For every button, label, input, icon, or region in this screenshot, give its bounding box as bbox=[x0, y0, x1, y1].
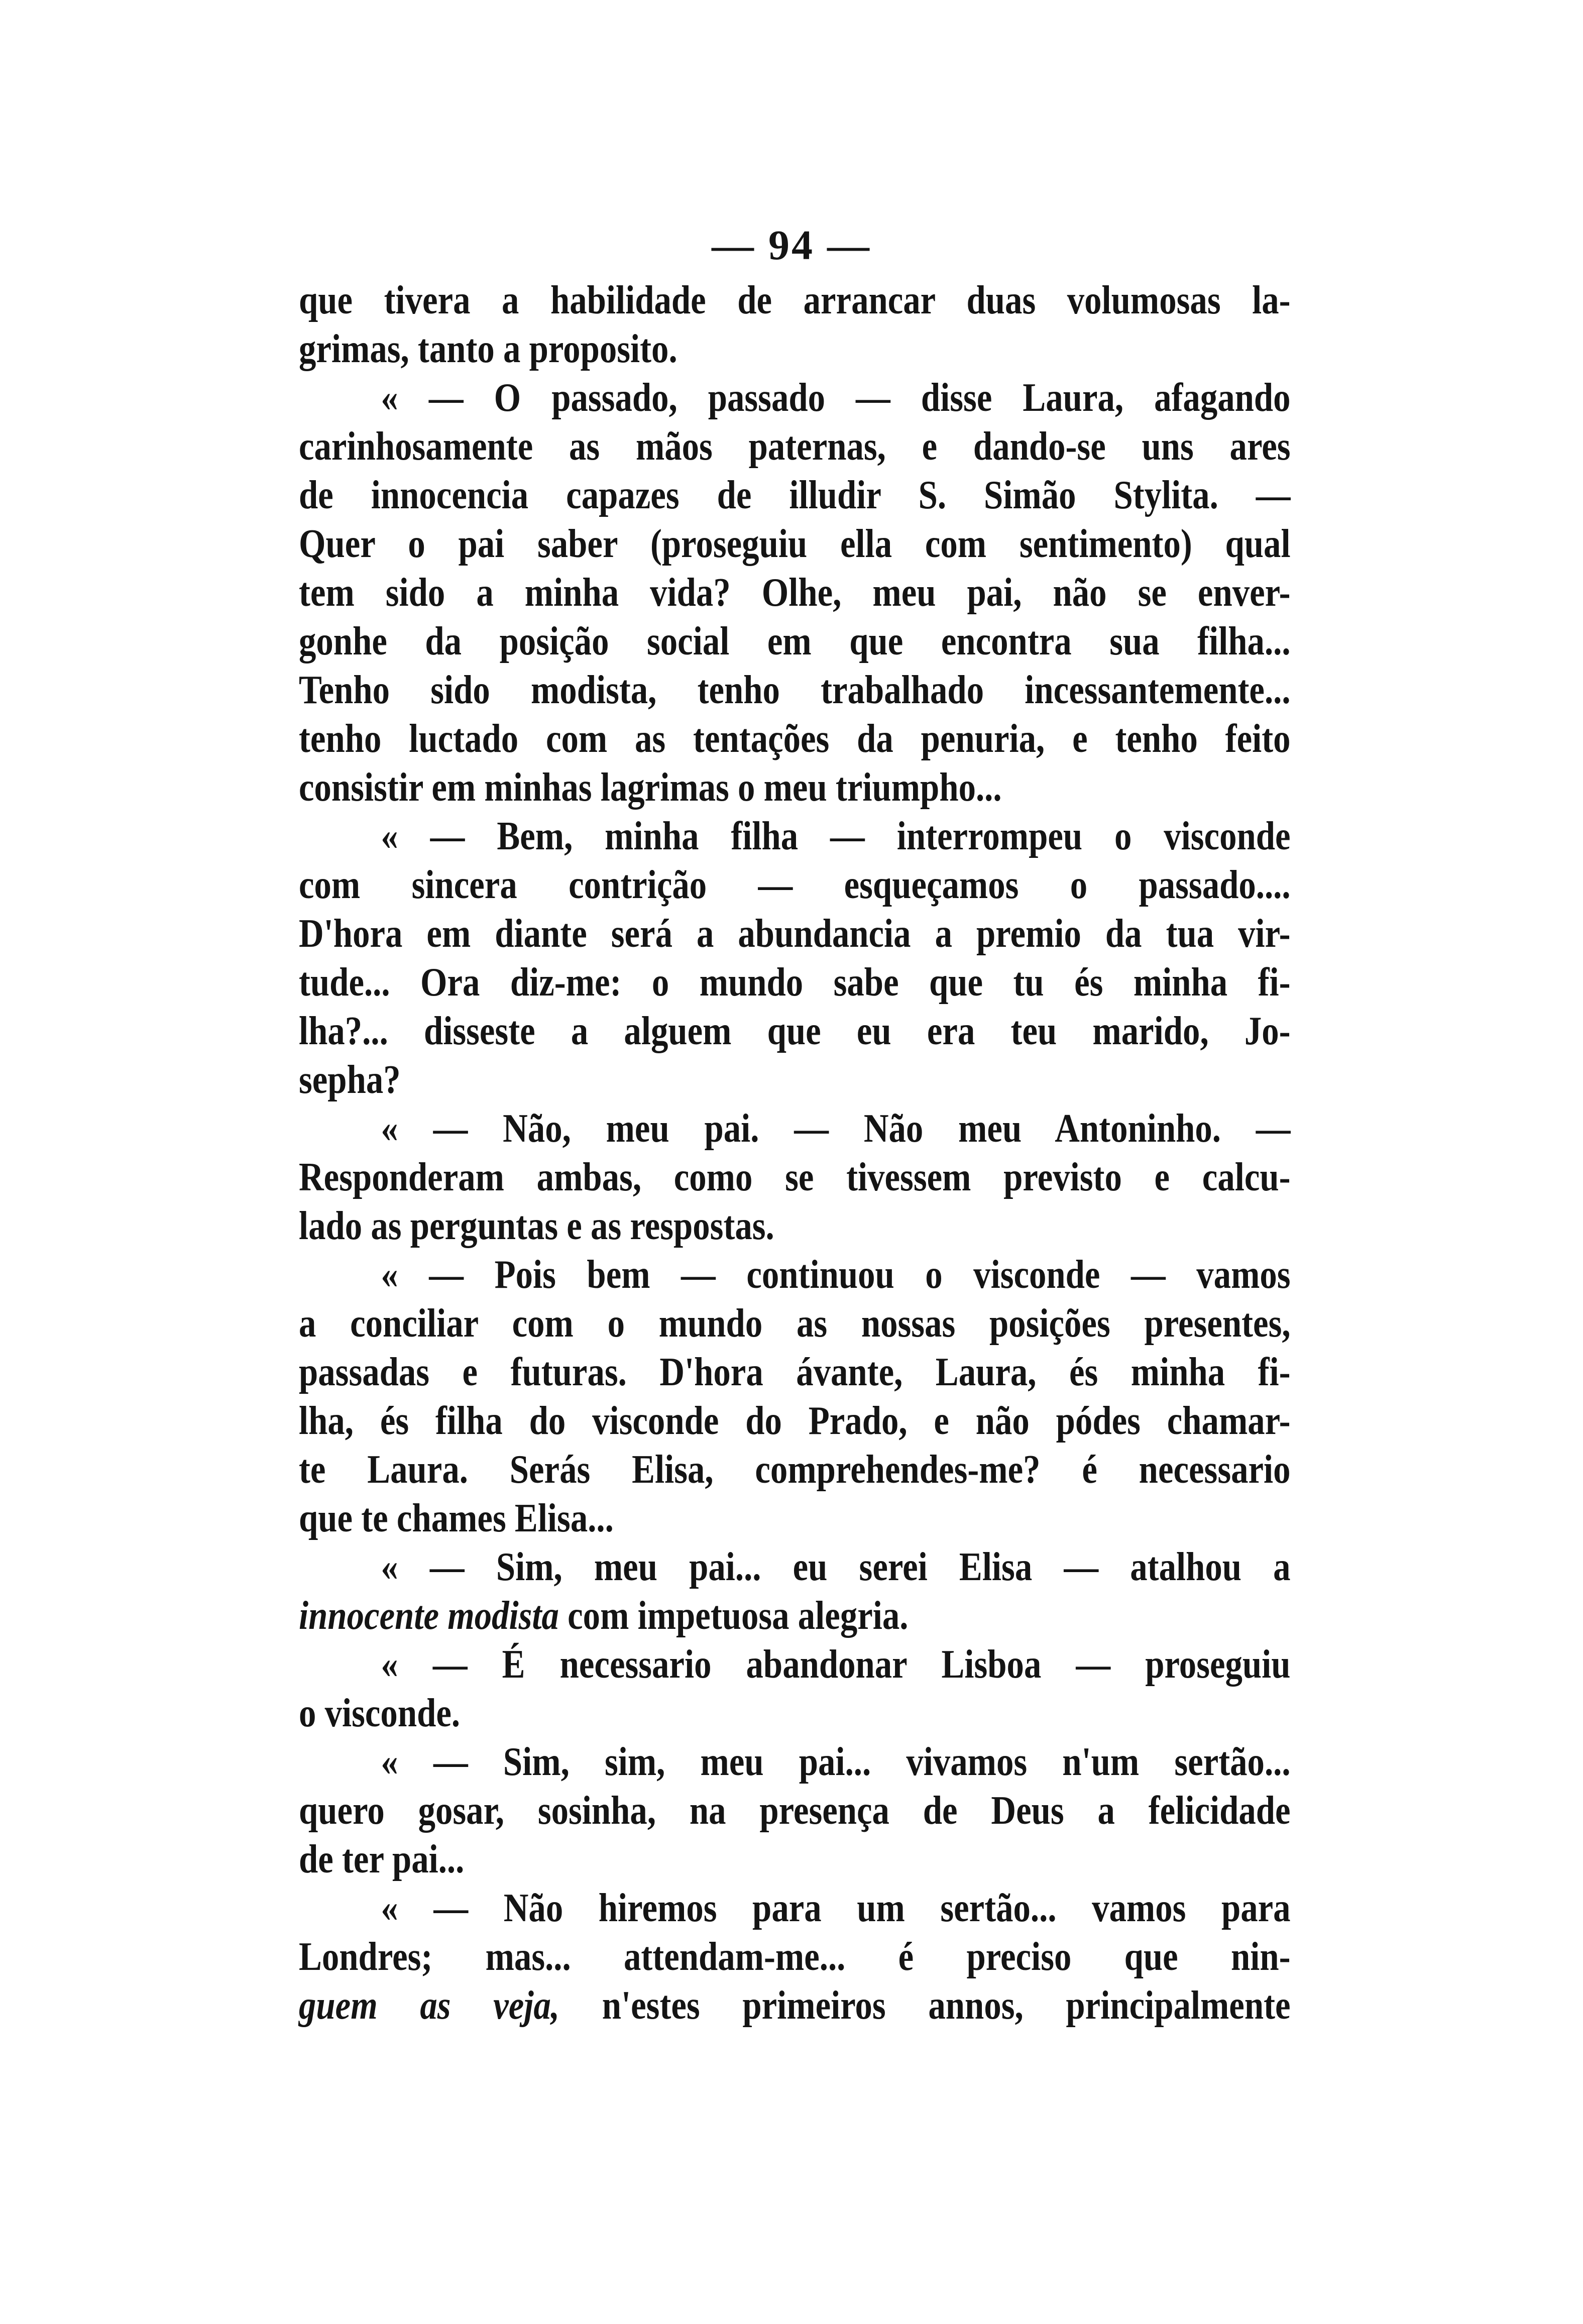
text-line: « — Bem, minha filha — interrompeu o visconde bbox=[381, 814, 1291, 858]
text-line: Londres; mas... attendam-me... é preciso que nin- bbox=[299, 1935, 1291, 1979]
text-line: gonhe da posição social em que encontra sua filha... bbox=[299, 619, 1291, 663]
text-line bbox=[299, 1592, 1291, 1640]
body-text bbox=[299, 276, 1291, 2030]
text-line: Responderam ambas, como se tivessem previsto e calcu- bbox=[299, 1155, 1291, 1199]
text-line: quero gosar, sosinha, na presença de Deus a felicidade bbox=[299, 1789, 1291, 1833]
text-line: com sincera contrição — esqueçamos o passado.... bbox=[299, 863, 1291, 907]
text-line: « — O passado, passado — disse Laura, afagando bbox=[381, 376, 1291, 420]
text-line: tude... Ora diz-me: o mundo sabe que tu és minha fi- bbox=[299, 960, 1291, 1005]
page-number-header: — 94 — bbox=[712, 222, 871, 269]
text-line: a conciliar com o mundo as nossas posições presentes, bbox=[299, 1301, 1291, 1346]
text-lines bbox=[299, 276, 1291, 2030]
text-line: passadas e futuras. D'hora ávante, Laura, és minha fi- bbox=[299, 1350, 1291, 1394]
text-line: « — É necessario abandonar Lisboa — proseguiu bbox=[381, 1642, 1291, 1687]
text-line bbox=[299, 1981, 1291, 2030]
text-line: consistir em minhas lagrimas o meu triumpho... bbox=[299, 765, 1002, 810]
text-line: lha?... disseste a alguem que eu era teu marido, Jo- bbox=[299, 1009, 1291, 1053]
text-line: « — Não hiremos para um sertão... vamos para bbox=[381, 1886, 1291, 1930]
text-line: D'hora em diante será a abundancia a premio da tua vir- bbox=[299, 912, 1291, 956]
text-line: « — Não, meu pai. — Não meu Antoninho. — bbox=[381, 1106, 1291, 1151]
text-line: sepha? bbox=[299, 1058, 401, 1102]
text-line: te Laura. Serás Elisa, comprehendes-me? é necessario bbox=[299, 1448, 1291, 1492]
text-line: « — Pois bem — continuou o visconde — vamos bbox=[381, 1253, 1291, 1297]
text-line: tem sido a minha vida? Olhe, meu pai, não se enver- bbox=[299, 571, 1291, 615]
text-segment: n'estes primeiros annos, principalmente bbox=[559, 1983, 1291, 2028]
text-line: lha, és filha do visconde do Prado, e não pódes chamar- bbox=[299, 1399, 1291, 1443]
text-line: carinhosamente as mãos paternas, e dando-se uns ares bbox=[299, 424, 1291, 469]
text-line: que tivera a habilidade de arrancar duas volumosas la- bbox=[299, 278, 1291, 322]
text-line: grimas, tanto a proposito. bbox=[299, 327, 677, 371]
italic-phrase: innocente modista bbox=[299, 1594, 559, 1638]
text-line: Tenho sido modista, tenho trabalhado incessantemente... bbox=[299, 668, 1291, 712]
text-line: « — Sim, meu pai... eu serei Elisa — atalhou a bbox=[381, 1545, 1291, 1589]
text-line: Quer o pai saber (proseguiu ella com sentimento) qual bbox=[299, 522, 1291, 566]
text-line: tenho luctado com as tentações da penuria, e tenho feito bbox=[299, 717, 1291, 761]
text-line: de innocencia capazes de illudir S. Simão Stylita. — bbox=[299, 473, 1291, 517]
text-segment: com impetuosa alegria. bbox=[558, 1594, 909, 1638]
text-line: o visconde. bbox=[299, 1691, 461, 1735]
text-line: lado as perguntas e as respostas. bbox=[299, 1204, 774, 1248]
text-line: de ter pai... bbox=[299, 1837, 465, 1882]
text-line: « — Sim, sim, meu pai... vivamos n'um sertão... bbox=[381, 1740, 1291, 1784]
italic-phrase: guem as veja, bbox=[299, 1983, 560, 2028]
text-line: que te chames Elisa... bbox=[299, 1496, 614, 1540]
